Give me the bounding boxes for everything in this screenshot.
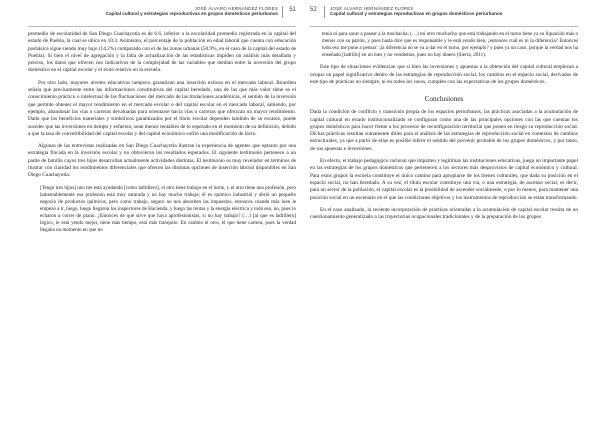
right-page [310, 0, 578, 440]
right-paragraph-1: Este tipo de situaciones evidencian que si bien las inversiones y apuestas a la obtención del capital cultural empiezan a ocupar un papel significativo dentro de las estrategias de reproducción social, los cambios en el espacio social, derivados de este tipo de prácticas no siempre, ni en todos los casos, cumplen con las expectativas de los grupos domésticos. [310, 64, 578, 85]
left-running-head [106, 6, 278, 16]
left-header-author: JOSÉ ÁLVARO HERNÁNDEZ FLORES [194, 6, 278, 11]
left-page-header [28, 6, 296, 27]
right-block-quote: tenía ni para sacar a pasear a la muchacha; (…) mi otro muchacho que está trabajando en el turno tiene ya su liquación más o menos con su patrón, y pues hasta dice que es responsable y le está yendo bien, ¡entonces cuál es ni la diferencia? Entonces todo eso me pone a pensar: ¡la diferencia no se va a dar en el turno, por ejemplo? y pues ya un caso, porque la verdad nos ha enseñado [ladrillo] en un mes y no vendemos, pues no hay dinero (Sierra, 2011). [322, 31, 578, 59]
left-page-number: 51 [289, 7, 296, 13]
left-paragraph-2: Por otro lado, mayores niveles educativos tampoco garantizan una inserción exitosa en el mercado laboral. Bourdieu señala que precisamente entre las informaciones constitutivas del capital heredado, una de las que más valor tiene es el conocimiento práctico o intelectual de las fluctuaciones del mercado de las titulaciones académicas, el sentido de la inversión que permite obtener el mayor rendimiento en el mercado escolar o del capital escolar en el mercado laboral, sabiendo, por ejemplo, abandonar las vías o carreras devaluadas para orientarse hacia vías o carreras que ofrezcan un mayor rendimiento. Dado que los beneficios materiales y simbólicos garantizados por el título escolar dependen también de su escasez, puede suceder que las inversiones en tiempo y esfuerzo, sean menos rentables de lo esperado en el momento de su definición, debido a que la tasa de convertibilidad del capital escolar y del capital económico sufrió una modificación de facto. [28, 79, 296, 137]
right-running-head [330, 6, 502, 16]
left-paragraph-1: promedio de escolaridad de San Diego Cuachayotla es de 6.6, inferior a la escolaridad promedio registrada en la capital del estado de Puebla, la cual se ubica en 10.3. Asimismo, el porcentaje de la población en edad laboral que cuenta con educación posbásica sigue siendo muy bajo (14.2%) comparado con el de las zonas urbanas (50.9%, en el caso de la capital del estado de Puebla). Si bien el nivel de agregación y la falta de actualización de las estadísticas impiden un análisis más detallado y preciso, los datos que ofrecen son indicativos de la complejidad de las variables que median entre la inversión del grupo doméstico en el capital escolar y el éxito relativo en la escuela. [28, 31, 296, 74]
left-paragraph-3: Algunas de las entrevistas realizadas en San Diego Cuachayotla ilustran la experiencia de agentes que optaron por una estrategia fincada en la inversión escolar y no obtuvieron los resultados esperados. El siguiente testimonio pertenece a un padre de familia cuyos tres hijos desarrollan actualmente actividades distintas. El testimonio es muy revelador en términos de ilustrar con claridad los rendimientos diferenciales que ofrecen las distintas opciones de inserción laboral disponibles en San Diego Cuachayotla: [28, 143, 296, 179]
right-page-body [310, 27, 578, 221]
right-header-author: JOSÉ ÁLVARO HERNÁNDEZ FLORES [330, 6, 414, 11]
left-page-body [28, 27, 296, 234]
right-header-title: Capital cultural y estrategias reproductivas en grupos domésticos periurbanos [330, 11, 503, 16]
section-title-conclusiones: Conclusiones [424, 95, 464, 104]
right-page-header [310, 6, 578, 27]
conclusion-paragraph-1: Dada la condición de conflicto y transición propia de los espacios periurbanos, las prácticas asociadas a la acumulación de capital cultural en estado institucionalizado se configuran como una de las principales opciones con las que cuentan los grupos domésticos para hacer frente a los procesos de reconfiguración territorial que ponen en riesgo su reproducción social. Dichas prácticas resultan sumamente útiles para el análisis de las estrategias de reproducción social en contextos de cambios estructurales, ya que a partir de ellas es posible inferir el sentido del porvenir probable de los grupos domésticos, y por tanto, de sus apuestas e inversiones. [310, 109, 578, 152]
right-header-separator [324, 6, 325, 18]
left-header-separator [282, 6, 283, 18]
right-page-number: 52 [310, 7, 317, 13]
left-header-title: Capital cultural y estrategias reproductivas en grupos domésticos periurbanos [105, 11, 278, 16]
left-block-quote: [Tengo tres hijos] uno me está ayudando [como ladrillero], el otro tiene trabajo en el turno, y el otro tiene una profesión, pero lamentablemente esa profesión está muy saturada y no hay mucho trabajo; él es químico industrial y abrió un pequeño negocio de productos químicos, pero como trabajo, seguro no nos absorben las impuestos, entonces cuando más bien le empezó a ir, luego, luego llegaron los inspectores de Hacienda, y luego las rentas y la energía eléctrica y todo eso, no, pues lo echaron a correr de plano. ¡Entonces de qué sirve que haya aprofesionistas, si no hay trabajo? (…) [al que es ladrillero] lógico, le está yendo mejor, tiene más tiempo, está más tranquilo. En cambio el otro, el que tiene carrera, pues la verdad llegaba un momento en que no [40, 184, 296, 234]
conclusion-paragraph-2: En efecto, el trabajo pedagógico racional que imparten y legitiman las instituciones educativas, juega un importante papel en las estrategias de los grupos domésticos que pertenecen a los sectores más desprovistos de capital económico y cultural. Para estos grupos la escuela constituye el único camino para apropiarse de los bienes culturales, que dada su posición en el espacio social, no han heredado. A su vez, el título escolar constituye una vía, o una estrategia, de ascenso social, es decir, para un sector de la población, el capital escolar es la posibilidad de ascender socialmente, o por lo menos, para mantener una posición social en un escenario en el que las condiciones objetivas y los instrumentos de reproducción se están transformando. [310, 158, 578, 201]
left-page [28, 0, 296, 440]
conclusion-paragraph-3: En el caso analizado, la reciente incorporación de prácticas orientadas a la acumulación de capital escolar resulta de un cuestionamiento generalizado a las trayectorias ocupacionales tradicionales y de la preparación de los grupos [310, 206, 578, 221]
